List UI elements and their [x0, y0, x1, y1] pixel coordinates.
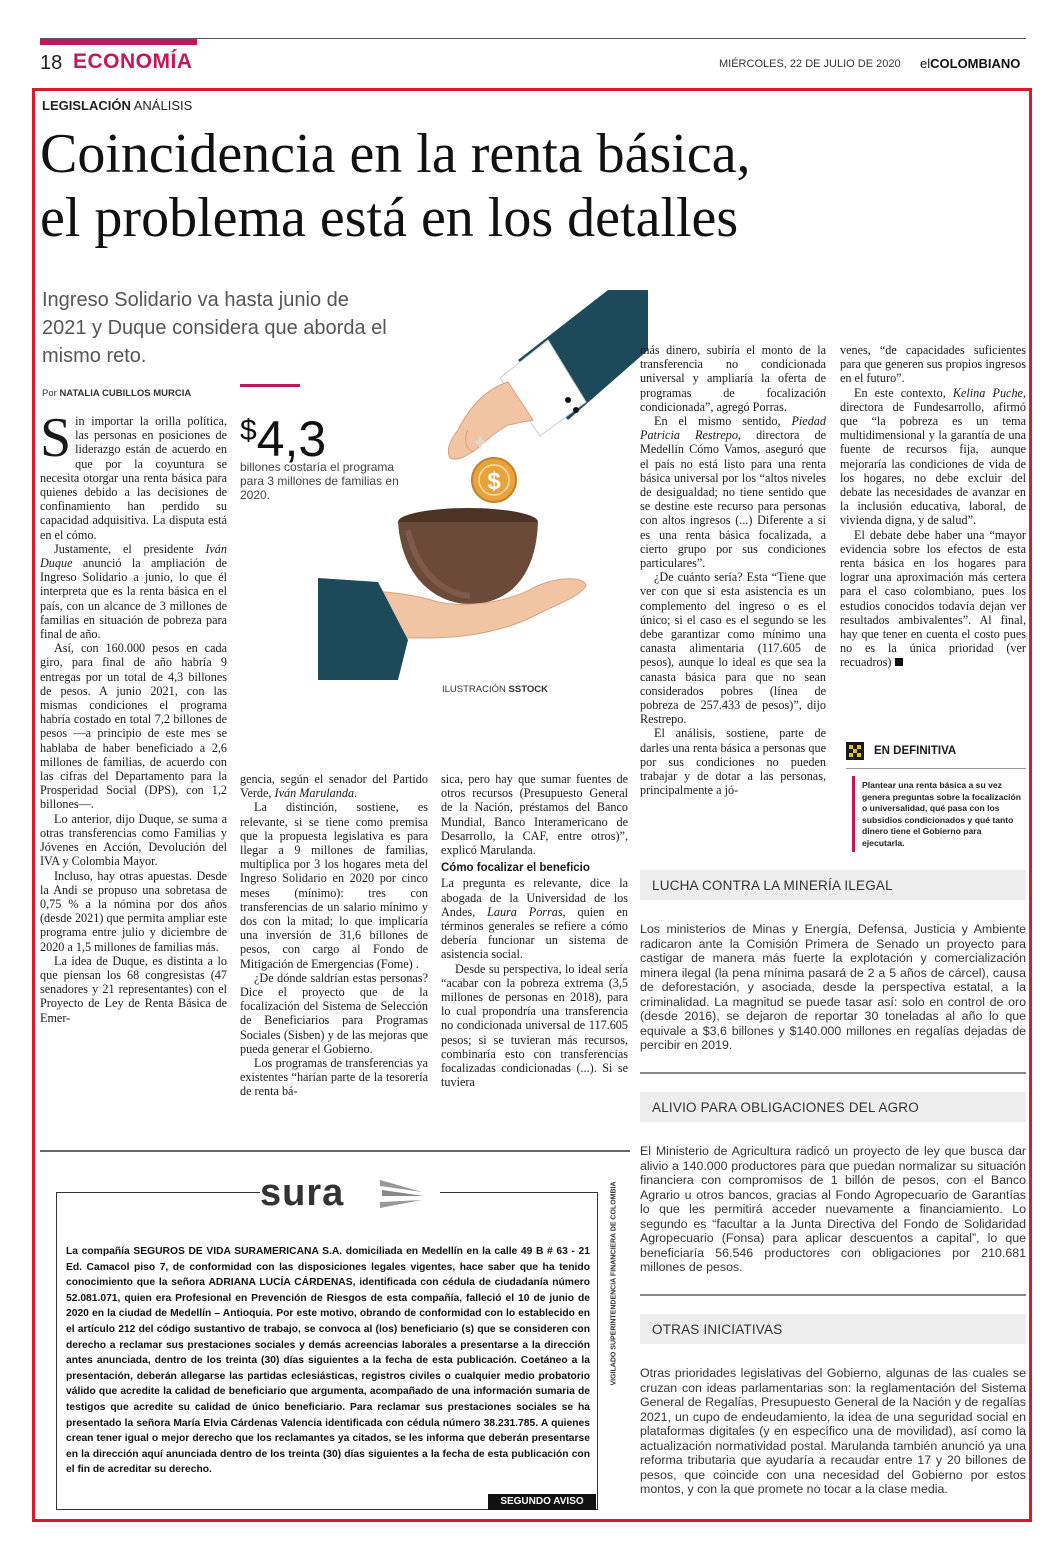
- headline-line-2: el problema está en los detalles: [40, 187, 739, 249]
- paragraph: Incluso, hay otras apuestas. Desde la Andi se propuso una sobretasa de 0,75 % a la nómina por dos años (desde 2021) que permita ampliar este programa entre julio y diciembre de 2020 a 1,5 millones de familias más.: [40, 868, 227, 954]
- sidebar-2-header: [640, 1092, 1026, 1122]
- paragraph: sica, pero hay que sumar fuentes de otros recursos (Presupuesto General de la Nación, préstamos del Banco Mundial, Banco Interamericano de Desarrollo, la CAF, entre otros)”, explicó Marulanda.: [441, 772, 628, 858]
- headline: [40, 122, 1030, 250]
- deck: Ingreso Solidario va hasta junio de 2021 y Duque considera que aborda el mismo reto.: [42, 289, 387, 367]
- section-name: ECONOMÍA: [73, 50, 193, 73]
- vigilado-label: VIGILADO SUPERINTENDENCIA FINANCIERA DE COLOMBIA: [610, 1181, 618, 1386]
- coin-icon: [472, 458, 516, 502]
- article-column-5: [840, 343, 1026, 670]
- section-tab: [40, 39, 197, 45]
- subhead: Cómo focalizar el beneficio: [441, 862, 590, 875]
- end-mark-icon: [895, 658, 903, 666]
- byline: Por NATALIA CUBILLOS MURCIA: [42, 388, 192, 399]
- page-number: 18: [40, 52, 63, 74]
- paragraph: La pregunta es relevante, dice la abogada de la Universidad de los Andes, Laura Porras, quien en términos generales se refiere a cómo debería funcionar un sistema de asistencia social.: [441, 876, 628, 962]
- ad-badge: SEGUNDO AVISO: [488, 1494, 596, 1510]
- paragraph: La idea de Duque, es distinta a lo que piensan los 68 congresistas (47 senadores y 21 representantes) con el Proyecto de Ley de Renta Básica de Emer-: [40, 953, 227, 1025]
- article-column-3: [441, 772, 628, 1089]
- sidebar-3-header: [640, 1314, 1026, 1344]
- sidebar-rule: [640, 1072, 1026, 1074]
- drop-cap: S: [40, 407, 72, 469]
- paragraph: El debate debe haber una “mayor evidencia sobre los efectos de esta renta básica en los hogares para lograr una aproximación más certera para el caso colombiano, pues los estudios conocidos todavía dejan ver resultados ambivalentes”. Al final, hay que tener en cuenta el costo pues no es la única prioridad (ver recuadros): [840, 527, 1026, 670]
- illustration-hands-coin-bowl: [318, 290, 648, 680]
- stat-value: $4,3: [240, 411, 327, 467]
- checker-icon: [846, 742, 864, 760]
- sura-wing-icon: [378, 1174, 426, 1214]
- sidebar-1-text: Los ministerios de Minas y Energía, Defensa, Justicia y Ambiente radicaron ante la Comisión Primera de Senado un proyecto para castigar de manera más fuerte la explotación y comercialización minera ilegal (la pena mínima pasará de 2 a 5 años de cárcel), causa de deforestación, y asociada, desde la perspectiva estatal, a la criminalidad. La magnitud se puede tasar así: solo en control de oro (desde 2016), se dejaron de reportar 30 toneladas al año lo que equivale a $3,6 billones y $140.000 millones en regalías dejadas de percibir en 2019.: [640, 922, 1026, 1052]
- issue-date: MIÉRCOLES, 22 DE JULIO DE 2020: [719, 58, 901, 70]
- bowl-icon: [398, 508, 538, 604]
- en-definitiva-title: EN DEFINITIVA: [874, 745, 957, 757]
- paragraph: ¿De cuánto sería? Esta “Tiene que ver con que si esta asistencia es un complemento del ingreso o es el único; si el caso es el segundo se les debe garantizar como mínimo una canasta alimentaria (117.605 de pesos), aunque lo ideal es que sea la canasta básica para que no sean considerados pobres (línea de pobreza de 257.433 de pesos)”, dijo Restrepo.: [640, 570, 826, 727]
- paragraph: Desde su perspectiva, lo ideal sería “acabar con la pobreza extrema (3,5 millones de personas en 2018), para lo cual propondría una transferencia no condicionada universal de 117.605 pesos; si se tuvieran más recursos, combinaría esto con transferencias focalizadas condicionadas (...). Si se tuviera: [441, 961, 628, 1090]
- article-column-1: [40, 407, 228, 1025]
- en-definitiva-text: Plantear una renta básica a su vez genera preguntas sobre la focalización o universalidad, qué pasa con los subsidios condicionados y qué tanto dinero tiene el Gobierno para ejecutarla.: [862, 780, 1022, 848]
- sidebar-3-title: OTRAS INICIATIVAS: [652, 1322, 783, 1337]
- paragraph: En el mismo sentido, Piedad Patricia Restrepo, directora de Medellín Cómo Vamos, aseguró que el país no está listo para una renta básica universal por los “altos niveles de desigualdad; no tiene sentido que se destine este recurso para personas con altos ingresos (...) Diferente a si es una renta básica focalizada, a cierto grupo por sus condiciones particulares”.: [640, 414, 826, 571]
- ad-notice-text: La compañía SEGUROS DE VIDA SURAMERICANA S.A. domiciliada en Medellín en la calle 49 B # 63 - 21 Ed. Camacol piso 7, de conformidad con las disposiciones legales vigentes, hace saber que ha tenido conocimiento que la señora ADRIANA LUCÍA CÁRDENAS, identificada con cédula de ciudadanía número 52.081.071, quien era Profesional en Prevención de Riesgos de esta compañía, falleció el 10 de junio de 2020 en la ciudad de Medellín – Antioquia. Por este motivo, obrando de conformidad con lo establecido en el artículo 212 del código sustantivo de trabajo, se convoca al (los) beneficiario (s) que se consideren con derecho a reclamar sus prestaciones sociales y demás acreencias laborales a presentarse a la dirección antes anunciada, dentro de los treinta (30) días siguientes a la fecha de esta publicación. Coetáneo a la presentación, deberán allegarse las partidas eclesiásticas, registros civiles o cualquier medio probatorio válido que acredite la calidad de beneficiario que argumenta, acompañado de una información sumaria de testigos que acredite su calidad de único beneficiario. Para reclamar sus prestaciones sociales se ha presentado la señora María Elvia Cárdenas Valencia identificada con cédula número 38.231.785. A quienes crean tener igual o mejor derecho que los reclamantes ya citados, se les informa que deberán presentarse en la dirección aquí anunciada dentro de los treinta (30) días siguientes a la fecha de esta publicación con el fin de acreditar su derecho.: [66, 1246, 590, 1476]
- sidebar-rule: [640, 1294, 1026, 1296]
- sidebar-2-text: El Ministerio de Agricultura radicó un proyecto de ley que busca dar alivio a 140.000 productores para que puedan normalizar su situación financiera con compromisos de 1 billón de pesos, con el Banco Agrario u otros bancos, gracias al Fondo Agropecuario de Garantías lo que les permitirá acceder nuevamente a financiamiento. Lo segundo es “facultar a la Junta Directiva del Fondo de Solidaridad Agropecuario (Fonsa) para aplicar descuentos a capital”, lo que beneficiaría 56.546 productores con obligaciones por 210.681 millones de pesos.: [640, 1144, 1026, 1274]
- svg-text:$: $: [487, 468, 501, 495]
- paragraph: venes, “de capacidades suficientes para que generen sus propios ingresos en el futuro”.: [840, 343, 1026, 386]
- sura-logo: sura: [260, 1170, 440, 1220]
- kicker: LEGISLACIÓN ANÁLISIS: [42, 98, 193, 113]
- article-column-4: [640, 343, 826, 798]
- paragraph: más dinero, subiría el monto de la transferencia no condicionada universal y ampliaría la oferta de programas de focalización condicionada”, agregó Porras.: [640, 343, 826, 414]
- paragraph: gencia, según el senador del Partido Verde, Iván Marulanda.: [240, 772, 428, 801]
- paragraph: Los programas de transferencias ya existentes “harían parte de la tesorería de renta bá-: [240, 1056, 428, 1099]
- brand-logo: elCOLOMBIANO: [920, 56, 1021, 71]
- article-column-2: [240, 772, 428, 1099]
- paragraph: La distinción, sostiene, es relevante, si se tiene como premisa que la propuesta legislativa es para llegar a 9 millones de familias, multiplica por 3 los hogares meta del Ingreso Solidario en 2020 por cinco meses (mínimo): tres con transferencias de un salario mínimo y dos con la mitad; lo que implicaría una inversión de 31,6 billones de pesos, con cargo al Fondo de Mitigación de Emergencias (Fome) .: [240, 800, 428, 971]
- paragraph: Sin importar la orilla política, las personas en posiciones de liderazgo están de acuerdo en que por la coyuntura se necesita otorgar una renta básica para quienes debido a las decisiones de confinamiento han perdido su capacidad adquisitiva. La disputa está en el cómo.: [40, 407, 227, 542]
- sidebar-3-text: Otras prioridades legislativas del Gobierno, algunas de las cuales se cruzan con ideas parlamentarias son: la reglamentación del Sistema General de Regalías, Presupuesto General de la Nación y de regalías 2021, un cupo de endeudamiento, la idea de una seguridad social en plataformas digitales (y en específico una de movilidad), así como la actualización normatividad postal. Marulanda también anunció ya una reforma tributaria que ayudaría a recaudar entre 17 y 20 billones de pesos, que coincide con una necesidad del Gobierno por estos montos, y con la que promete no tocar a la clase media.: [640, 1366, 1026, 1496]
- headline-line-1: Coincidencia en la renta básica,: [40, 123, 751, 185]
- sidebar-1-title: LUCHA CONTRA LA MINERÍA ILEGAL: [652, 878, 893, 893]
- paragraph: Lo anterior, dijo Duque, se suma a otras transferencias como Familias y Jóvenes en Acción, Devolución del IVA y Colombia Mayor.: [40, 811, 227, 869]
- illustration-credit: ILUSTRACIÓN SSTOCK: [442, 684, 548, 695]
- paragraph: Justamente, el presidente Iván Duque anunció la ampliación de Ingreso Solidario a junio, lo que él interpreta que es la renta básica en el país, con un alcance de 3 millones de familias en situación de pobreza para final de año.: [40, 541, 228, 642]
- ad-top-rule: [40, 1150, 630, 1152]
- paragraph: En este contexto, Kelina Puche, directora de Fundesarrollo, afirmó que “la pobreza es un tema multidimensional y la garantía de una fuente de recursos fija, aunque mejoraría las condiciones de vida de los hogares, no debe excluir del debate las necesidades de avanzar en la inclusión educativa, laboral, de vivienda digna, y de salud”.: [840, 385, 1026, 528]
- en-definitiva-rule: [846, 768, 1026, 769]
- stat-caption: billones costaría el programa para 3 millones de familias en 2020.: [240, 460, 399, 502]
- en-definitiva-bar: [852, 776, 855, 852]
- sidebar-1-header: [640, 870, 1026, 900]
- sidebar-2-title: ALIVIO PARA OBLIGACIONES DEL AGRO: [652, 1100, 919, 1115]
- paragraph: ¿De dónde saldrían estas personas? Dice el proyecto que de la focalización del Sistema de Selección de Beneficiarios para Programas Sociales (Sisben) y de las mejoras que pueda generar el Gobierno.: [240, 970, 428, 1056]
- stat-rule: [240, 384, 300, 387]
- paragraph: El análisis, sostiene, parte de darles una renta básica a personas que por sus condiciones no pueden trabajar y de dotar a las personas, principalmente a jó-: [640, 726, 826, 798]
- paragraph: Así, con 160.000 pesos en cada giro, para final de año habría 9 entregas por un total de 4,3 billones de pesos. A junio 2021, con las mismas condiciones el programa habría costado en total 7,2 billones de pesos —a principio de este mes se hablaba de haber beneficiado a 2,6 millones de familias, de acuerdo con las cifras del Departamento para la Prosperidad Social (DPS), con 1,2 billones—.: [40, 641, 227, 812]
